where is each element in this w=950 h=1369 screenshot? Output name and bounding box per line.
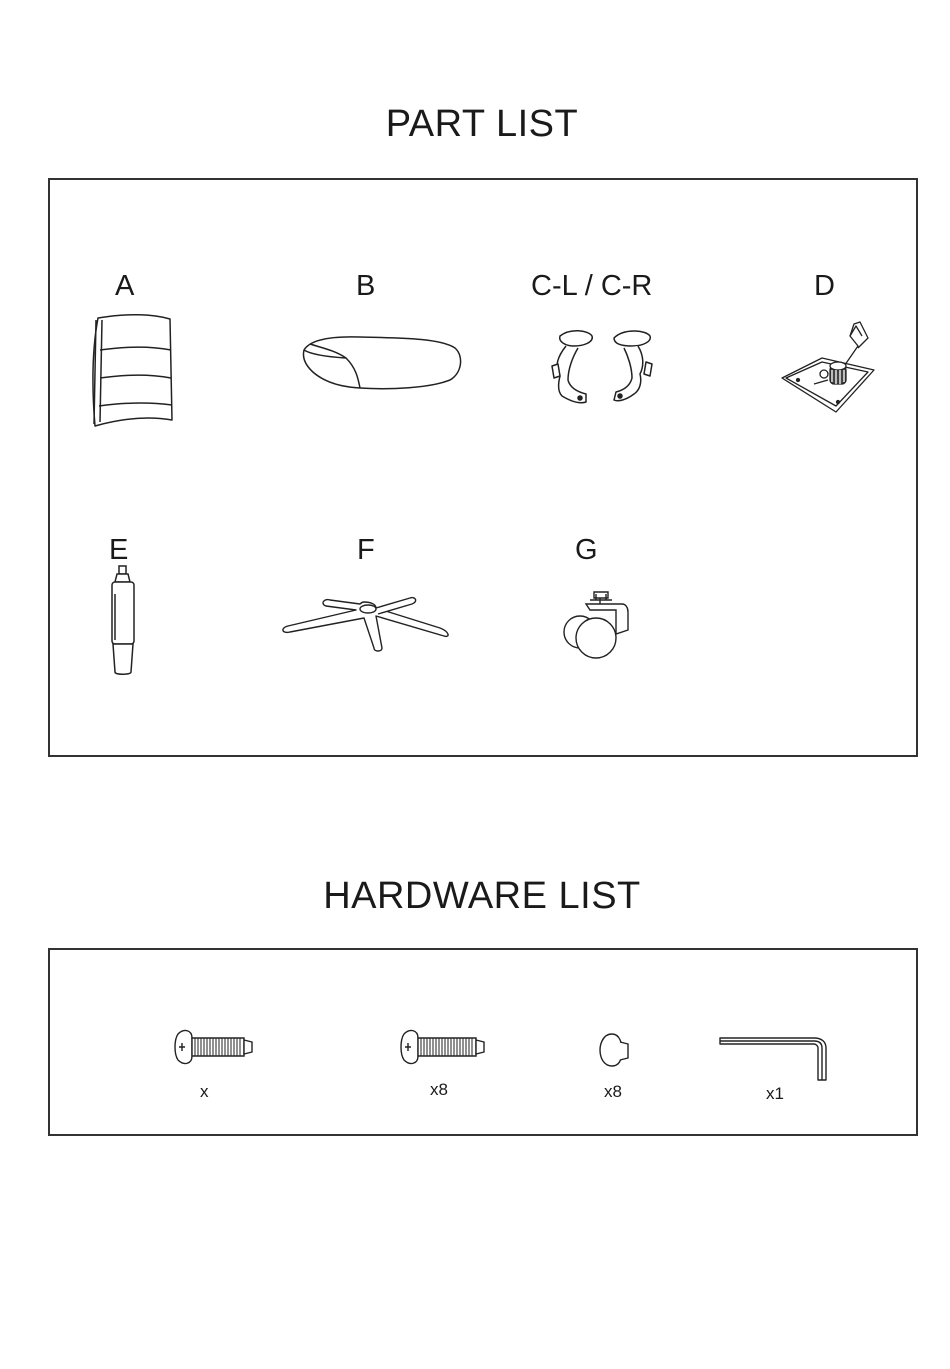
hardware-qty-2: x8 bbox=[430, 1080, 448, 1099]
hardware-qty-3: x8 bbox=[604, 1082, 622, 1101]
bolt-icon bbox=[174, 1028, 256, 1066]
part-label-c: C-L / C-R bbox=[531, 270, 653, 302]
allen-key-icon bbox=[718, 1034, 830, 1082]
part-list-panel bbox=[48, 178, 918, 757]
part-label-f: F bbox=[357, 534, 375, 566]
mechanism-plate-icon bbox=[778, 318, 888, 424]
caster-wheel-icon bbox=[560, 590, 636, 664]
gas-cylinder-icon bbox=[106, 564, 140, 678]
armrest-pair-icon bbox=[544, 326, 662, 410]
bolt-icon bbox=[400, 1028, 488, 1066]
seat-cushion-icon bbox=[300, 328, 466, 392]
part-list-title: PART LIST bbox=[385, 103, 579, 145]
hardware-qty-4: x1 bbox=[766, 1084, 784, 1103]
part-label-b: B bbox=[356, 270, 376, 302]
part-label-a: A bbox=[115, 270, 135, 302]
part-label-d: D bbox=[814, 270, 835, 302]
hardware-qty-1: x bbox=[200, 1082, 209, 1101]
star-base-icon bbox=[280, 594, 456, 656]
backrest-icon bbox=[88, 310, 188, 430]
part-label-g: G bbox=[575, 534, 598, 566]
cap-icon bbox=[598, 1032, 634, 1068]
part-label-e: E bbox=[109, 534, 129, 566]
hardware-list-title: HARDWARE LIST bbox=[323, 875, 641, 917]
